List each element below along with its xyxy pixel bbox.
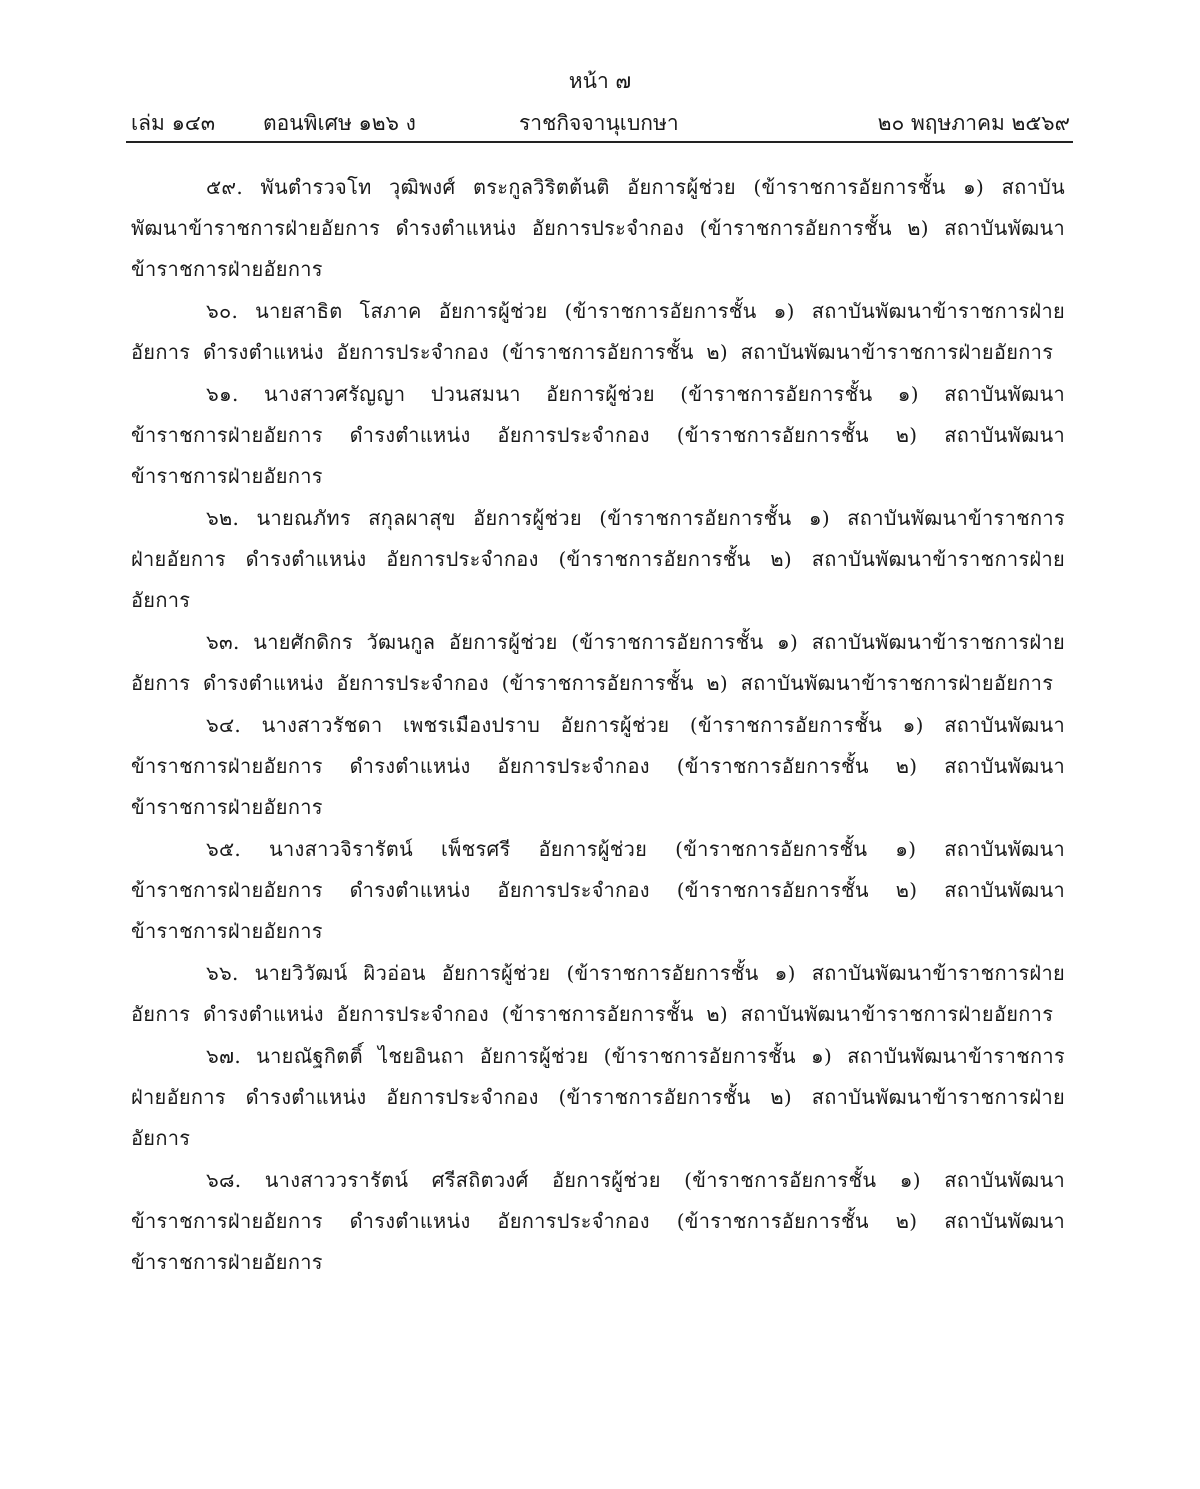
gazette-header	[131, 106, 1070, 140]
appointment-entry: ๖๒. นายณภัทร สกุลผาสุข อัยการผู้ช่วย (ข้าราชการอัยการชั้น ๑) สถาบันพัฒนาข้าราชการฝ่ายอัยการ ดำรงตำแหน่ง อัยการประจำกอง (ข้าราชการอัยการชั้น ๒) สถาบันพัฒนาข้าราชการฝ่ายอัยการ	[131, 506, 1065, 612]
appointment-entry: ๖๖. นายวิวัฒน์ ผิวอ่อน อัยการผู้ช่วย (ข้าราชการอัยการชั้น ๑) สถาบันพัฒนาข้าราชการฝ่ายอัยการ ดำรงตำแหน่ง อัยการประจำกอง (ข้าราชการอัยการชั้น ๒) สถาบันพัฒนาข้าราชการฝ่ายอัยการ	[131, 961, 1065, 1026]
appointment-entry: ๖๑. นางสาวศรัญญา ปวนสมนา อัยการผู้ช่วย (ข้าราชการอัยการชั้น ๑) สถาบันพัฒนาข้าราชการฝ่ายอัยการ ดำรงตำแหน่ง อัยการประจำกอง (ข้าราชการอัยการชั้น ๒) สถาบันพัฒนาข้าราชการฝ่ายอัยการ	[131, 382, 1065, 488]
volume-label: เล่ม ๑๔๓	[131, 111, 216, 135]
gazette-title: ราชกิจจานุเบกษา	[519, 111, 679, 135]
appointment-entry: ๖๐. นายสาธิต โสภาค อัยการผู้ช่วย (ข้าราชการอัยการชั้น ๑) สถาบันพัฒนาข้าราชการฝ่ายอัยการ ดำรงตำแหน่ง อัยการประจำกอง (ข้าราชการอัยการชั้น ๒) สถาบันพัฒนาข้าราชการฝ่ายอัยการ	[131, 299, 1065, 364]
appointment-entry: ๖๔. นางสาวรัชดา เพชรเมืองปราบ อัยการผู้ช่วย (ข้าราชการอัยการชั้น ๑) สถาบันพัฒนาข้าราชการฝ่ายอัยการ ดำรงตำแหน่ง อัยการประจำกอง (ข้าราชการอัยการชั้น ๒) สถาบันพัฒนาข้าราชการฝ่ายอัยการ	[131, 713, 1065, 819]
document-body	[131, 167, 1065, 1284]
appointment-entry: ๖๓. นายศักดิกร วัฒนกูล อัยการผู้ช่วย (ข้าราชการอัยการชั้น ๑) สถาบันพัฒนาข้าราชการฝ่ายอัยการ ดำรงตำแหน่ง อัยการประจำกอง (ข้าราชการอัยการชั้น ๒) สถาบันพัฒนาข้าราชการฝ่ายอัยการ	[131, 630, 1065, 695]
appointment-entry: ๖๗. นายณัฐกิตติ์ ไชยอินถา อัยการผู้ช่วย (ข้าราชการอัยการชั้น ๑) สถาบันพัฒนาข้าราชการฝ่ายอัยการ ดำรงตำแหน่ง อัยการประจำกอง (ข้าราชการอัยการชั้น ๒) สถาบันพัฒนาข้าราชการฝ่ายอัยการ	[131, 1044, 1065, 1150]
issue-label: ตอนพิเศษ ๑๒๖ ง	[263, 111, 416, 135]
publication-date: ๒๐ พฤษภาคม ๒๕๖๙	[877, 111, 1070, 135]
appointment-entry: ๖๘. นางสาววรารัตน์ ศรีสถิตวงศ์ อัยการผู้ช่วย (ข้าราชการอัยการชั้น ๑) สถาบันพัฒนาข้าราชการฝ่ายอัยการ ดำรงตำแหน่ง อัยการประจำกอง (ข้าราชการอัยการชั้น ๒) สถาบันพัฒนาข้าราชการฝ่ายอัยการ	[131, 1168, 1065, 1274]
appointment-entry: ๕๙. พันตำรวจโท วุฒิพงศ์ ตระกูลวิริตต้นติ อัยการผู้ช่วย (ข้าราชการอัยการชั้น ๑) สถาบันพัฒนาข้าราชการฝ่ายอัยการ ดำรงตำแหน่ง อัยการประจำกอง (ข้าราชการอัยการชั้น ๒) สถาบันพัฒนาข้าราชการฝ่ายอัยการ	[131, 175, 1065, 281]
page-number: หน้า ๗	[568, 69, 632, 93]
appointment-entry: ๖๕. นางสาวจิรารัตน์ เพ็ชรศรี อัยการผู้ช่วย (ข้าราชการอัยการชั้น ๑) สถาบันพัฒนาข้าราชการฝ่ายอัยการ ดำรงตำแหน่ง อัยการประจำกอง (ข้าราชการอัยการชั้น ๒) สถาบันพัฒนาข้าราชการฝ่ายอัยการ	[131, 837, 1065, 943]
header-divider	[126, 141, 1073, 143]
